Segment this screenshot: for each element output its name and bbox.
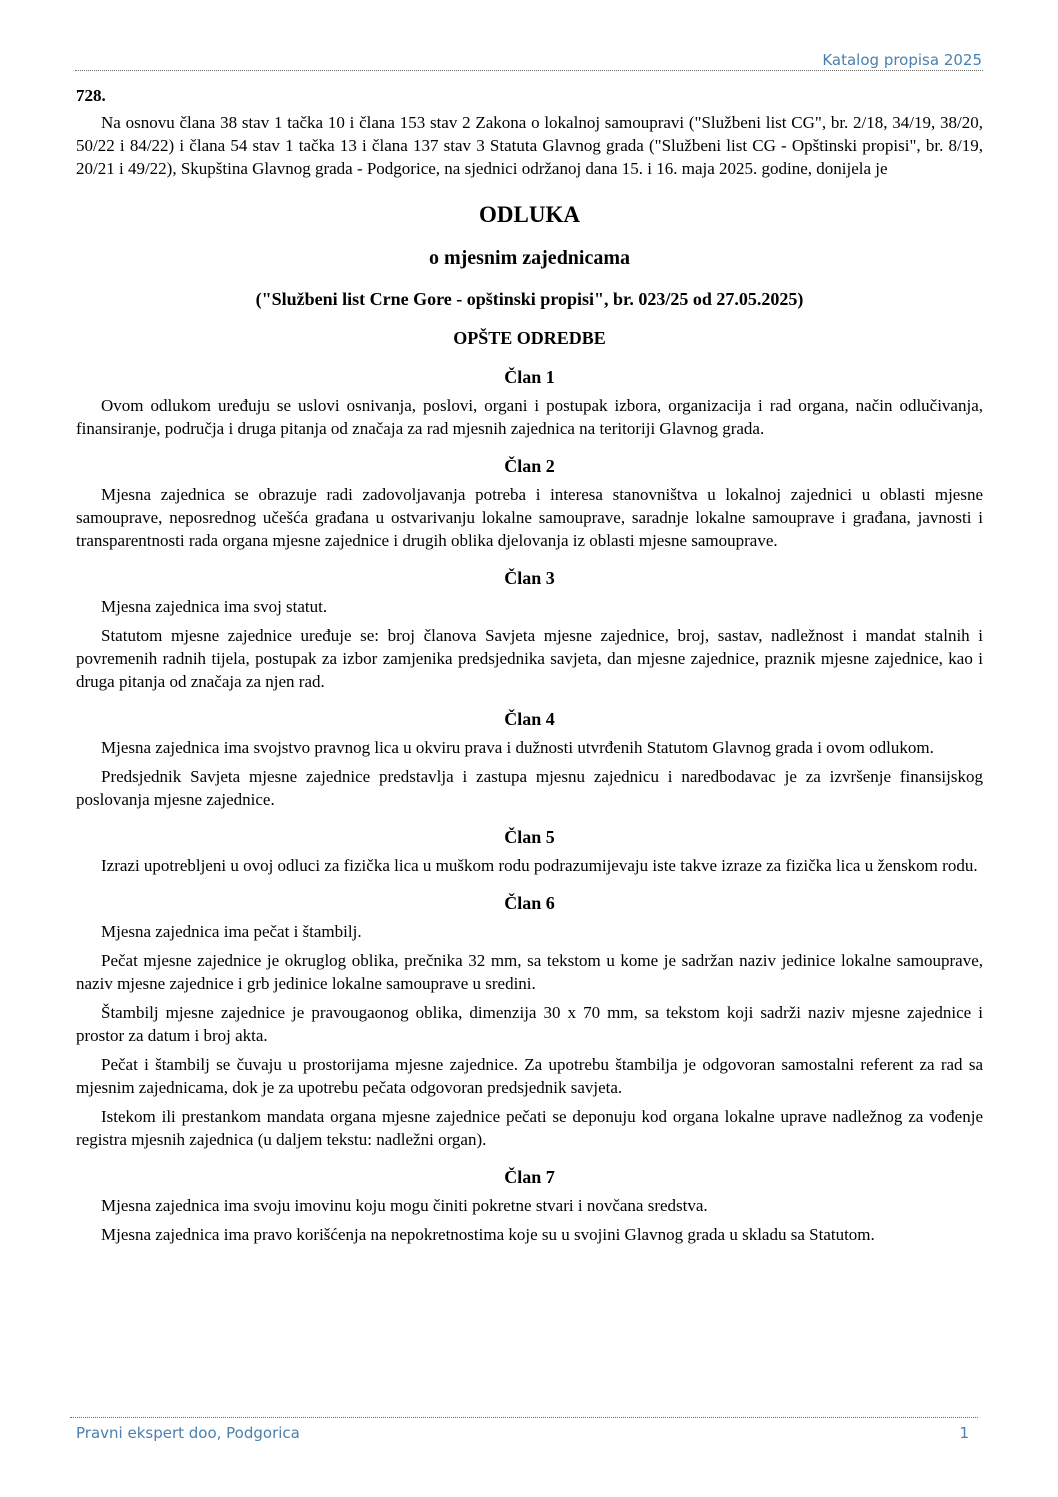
- article-7-heading: Član 7: [504, 1167, 555, 1187]
- article-4-paragraph-1: Mjesna zajednica ima svojstvo pravnog lica u okviru prava i dužnosti utvrđenih Statutom Glavnog grada i ovom odlukom.: [101, 738, 934, 757]
- section-heading: OPŠTE ODREDBE: [453, 328, 606, 348]
- footer-publisher: Pravni ekspert doo, Podgorica: [76, 1424, 300, 1442]
- article-5-paragraph-1: Izrazi upotrebljeni u ovoj odluci za fizička lica u muškom rodu podrazumijevaju iste takve izraze za fizička lica u ženskom rodu.: [101, 856, 978, 875]
- article-7-paragraph-1: Mjesna zajednica ima svoju imovinu koju mogu činiti pokretne stvari i novčana sredstva.: [101, 1196, 708, 1215]
- article-4-heading: Član 4: [504, 709, 555, 729]
- article-6-paragraph-4: Pečat i štambilj se čuvaju u prostorijama mjesne zajednice. Za upotrebu štambilja je odgovoran samostalni referent za rad sa mjesnim zajednicama, dok je za upotrebu pečata odgovoran predsjednik savjeta.: [76, 1055, 983, 1097]
- article-6-paragraph-3: Štambilj mjesne zajednice je pravougaonog oblika, dimenzija 30 x 70 mm, sa tekstom koji sadrži naziv mjesne zajednice i prostor za datum i broj akta.: [76, 1003, 983, 1045]
- document-number: 728.: [76, 86, 106, 105]
- article-5-heading: Član 5: [504, 827, 555, 847]
- article-3-heading: Član 3: [504, 568, 555, 588]
- page-number: 1: [959, 1424, 969, 1442]
- footer-divider: [70, 1417, 978, 1418]
- document-body: [76, 80, 983, 1252]
- preamble: Na osnovu člana 38 stav 1 tačka 10 i člana 153 stav 2 Zakona o lokalnoj samoupravi ("Službeni list CG", br. 2/18, 34/19, 38/20, 50/22 i 84/22) i člana 54 stav 1 tačka 13 i člana 137 stav 3 Statuta Glavnog grada ("Službeni list CG - Opštinski propisi", br. 8/19, 20/21 i 49/22), Skupština Glavnog grada - Podgorice, na sjednici održanoj dana 15. i 16. maja 2025. godine, donijela je: [76, 113, 983, 178]
- article-6-paragraph-2: Pečat mjesne zajednice je okruglog oblika, prečnika 32 mm, sa tekstom u kome je sadržan naziv jedinice lokalne samouprave, naziv mjesne zajednice i grb jedinice lokalne samouprave u sredini.: [76, 951, 983, 993]
- document-title: ODLUKA: [479, 202, 580, 227]
- article-7-paragraph-2: Mjesna zajednica ima pravo korišćenja na nepokretnostima koje su u svojini Glavnog grada u skladu sa Statutom.: [101, 1225, 875, 1244]
- document-subtitle: o mjesnim zajednicama: [428, 247, 631, 269]
- article-3-paragraph-1: Mjesna zajednica ima svoj statut.: [101, 597, 328, 616]
- article-3-paragraph-2: Statutom mjesne zajednice uređuje se: broj članova Savjeta mjesne zajednice, broj, sastav, nadležnost i mandat stalnih i povremenih radnih tijela, postupak za izbor zamjenika predsjednika savjeta, dan mjesne zajednice, praznik mjesne zajednice, kao i druga pitanja od značaja za njen rad.: [76, 626, 983, 691]
- article-2-paragraph-1: Mjesna zajednica se obrazuje radi zadovoljavanja potreba i interesa stanovništva u lokalnoj zajednici u oblasti mjesne samouprave, neposrednog učešća građana u ostvarivanju lokalne samouprave, saradnje lokalne samouprave i građana, javnosti i transparentnosti rada organa mjesne zajednice i drugih oblika djelovanja iz oblasti mjesne samouprave.: [76, 485, 983, 550]
- article-6-paragraph-1: Mjesna zajednica ima pečat i štambilj.: [101, 922, 362, 941]
- catalog-header: Katalog propisa 2025: [822, 51, 982, 69]
- article-2-heading: Član 2: [504, 456, 555, 476]
- article-6-heading: Član 6: [504, 893, 555, 913]
- header-divider: [75, 70, 983, 71]
- article-6-paragraph-5: Istekom ili prestankom mandata organa mjesne zajednice pečati se deponuju kod organa lokalne uprave nadležnog za vođenje registra mjesnih zajednica (u daljem tekstu: nadležni organ).: [76, 1107, 983, 1149]
- article-1-heading: Član 1: [504, 367, 555, 387]
- document-source: ("Službeni list Crne Gore - opštinski propisi", br. 023/25 od 27.05.2025): [255, 289, 804, 309]
- article-4-paragraph-2: Predsjednik Savjeta mjesne zajednice predstavlja i zastupa mjesnu zajednicu i naredbodavac je za izvršenje finansijskog poslovanja mjesne zajednice.: [76, 767, 983, 809]
- article-1-paragraph-1: Ovom odlukom uređuju se uslovi osnivanja, poslovi, organi i postupak izbora, organizacija i rad organa, način odlučivanja, finansiranje, područja i druga pitanja od značaja za rad mjesnih zajednica na teritoriji Glavnog grada.: [76, 396, 983, 438]
